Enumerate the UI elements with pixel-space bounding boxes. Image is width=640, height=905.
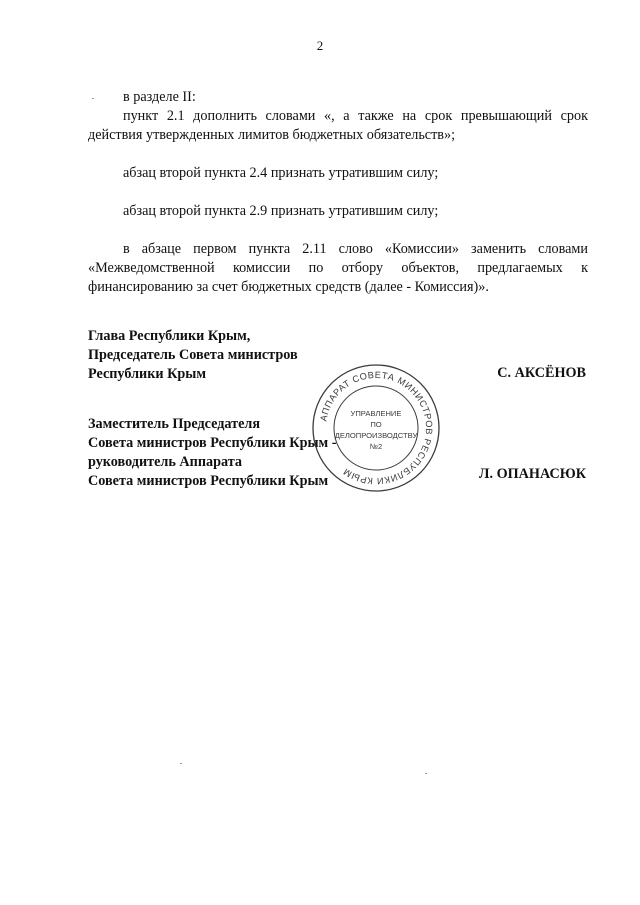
paragraph-2-1-line2: действия утвержденных лимитов бюджетных обязательств»; <box>88 127 456 143</box>
paragraph-2-11-line1: в абзаце первом пункта 2.11 слово «Комиссии» заменить словами <box>123 241 588 257</box>
paragraph-2-9: абзац второй пункта 2.9 признать утратившим силу; <box>123 203 439 219</box>
scan-speck <box>180 763 182 764</box>
signatory-name: Л. ОПАНАСЮК <box>478 466 586 482</box>
scan-speck <box>92 98 94 99</box>
stamp-center-line: ДЕЛОПРОИЗВОДСТВУ <box>334 431 418 440</box>
paragraph-2-11-line3: финансированию за счет бюджетных средств (далее - Комиссия)». <box>88 279 489 295</box>
signatory-name: С. АКСЁНОВ <box>497 365 586 381</box>
signatory-title-line: Глава Республики Крым, <box>88 328 251 344</box>
scan-speck <box>425 773 427 774</box>
paragraph-2-4: абзац второй пункта 2.4 признать утратившим силу; <box>123 165 439 181</box>
signatory-title-line: Совета министров Республики Крым - <box>88 435 337 451</box>
paragraph-2-11-line2: «Межведомственной комиссии по отбору объектов, предлагаемых к <box>88 260 588 276</box>
section-heading: в разделе II: <box>123 89 196 105</box>
signature-block-deputy <box>88 415 336 491</box>
official-stamp <box>310 362 442 494</box>
signatory-title-line: руководитель Аппарата <box>88 454 242 470</box>
stamp-center-line: ПО <box>370 420 382 429</box>
signatory-title-line: Председатель Совета министров <box>88 347 298 363</box>
stamp-seal-graphic <box>310 362 442 494</box>
document-body <box>88 88 588 297</box>
signatory-title-line: Республики Крым <box>88 366 207 382</box>
signatory-title-line: Совета министров Республики Крым <box>88 473 329 489</box>
stamp-ring-text: АППАРАТ СОВЕТА МИНИСТРОВ РЕСПУБЛИКИ КРЫМ <box>318 369 435 487</box>
signatory-title-line: Заместитель Председателя <box>88 416 261 432</box>
signature-block-head <box>88 327 298 384</box>
stamp-center-line: №2 <box>369 442 383 451</box>
paragraph-2-1-line1: пункт 2.1 дополнить словами «, а также на срок превышающий срок <box>123 108 588 124</box>
stamp-center-line: УПРАВЛЕНИЕ <box>350 409 402 418</box>
page-number: 2 <box>316 38 324 53</box>
